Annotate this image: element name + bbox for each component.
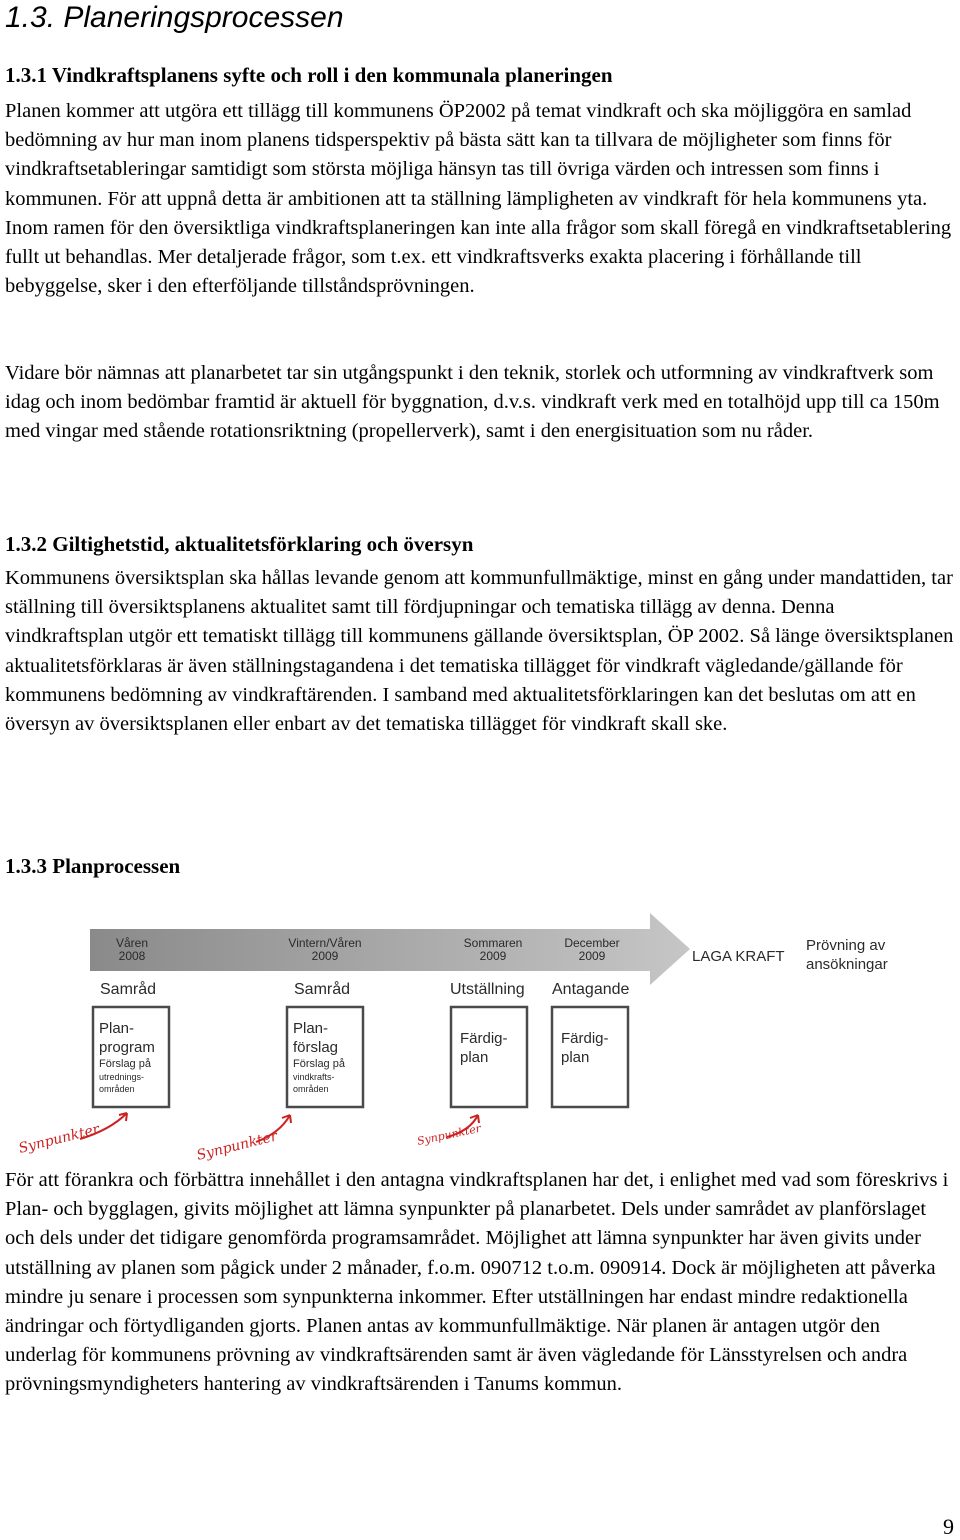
date-label: 2009 [311, 949, 339, 963]
date-label: 2009 [479, 949, 507, 963]
date-label: Vintern/Våren [288, 936, 362, 950]
planning-process-diagram [0, 905, 960, 1167]
provning-label: Prövning av [806, 937, 886, 954]
provning-label: ansökningar [806, 956, 888, 973]
box-title: plan [561, 1049, 590, 1066]
box-title: Färdig- [460, 1030, 508, 1047]
date-label: Sommaren [463, 936, 523, 950]
box-note: områden [293, 1084, 329, 1094]
section-heading-1-3-3: 1.3.3 Planprocessen [5, 854, 181, 878]
box-title: förslag [293, 1039, 339, 1056]
date-label: December [564, 936, 620, 950]
synpunkter-label: Synpunkter [17, 1121, 102, 1157]
box-title: Färdig- [561, 1030, 609, 1047]
paragraph-purpose: Planen kommer att utgöra ett tillägg till kommunens ÖP2002 på temat vindkraft och ska möjliggöra en samlad bedömning av hur man inom planens tidsperspektiv på bästa sätt kan ta tillvara de möjligheter som finns för vindkraftsetableringar samtidigt som största möjliga hänsyn tas till övriga värden och intressen som finns i kommunen. För att uppnå detta är ambitionen att ta ställning lämpligheten av vindkraft för hela kommunens yta. Inom ramen för den översiktliga vindkraftsplaneringen kan inte alla frågor som skall föregå en vindkraftsetablering fullt ut behandlas. Mer detaljerade frågor, som t.ex. ett vindkraftsverks exakta placering i förhållande till bebyggelse, sker i den efterföljande tillståndsprövningen. [5, 100, 952, 298]
page-number: 9 [943, 1514, 954, 1539]
paragraph-validity: Kommunens översiktsplan ska hållas levande genom att kommunfullmäktige, minst en gång under mandattiden, tar ställning till översiktsplanens aktualitet samt till fördjupningar och tematiska tillägg av denna. Denna vindkraftsplan utgör ett tematiskt tillägg till kommunens gällande översiktsplan, ÖP 2002. Så länge översiktsplanen aktualitetsförklaras är även ställningstagandena i det tematiska tillägget för vindkraft vägledande/gällande för kommunens bedömning av vindkraftärenden. I samband med aktualitetsförklaringen kan det beslutas om att en översyn av översiktsplanen eller enbart av det tematiska tillägget för vindkraft skall ske. [5, 567, 954, 736]
date-label: 2008 [118, 949, 146, 963]
box-title: program [99, 1039, 155, 1056]
synpunkter-label: Synpunkter [195, 1128, 280, 1164]
box-note: Förslag på [99, 1058, 151, 1070]
page-title: 1.3. Planeringsprocessen [5, 1, 344, 34]
box-note: utrednings- [99, 1072, 145, 1082]
box-title: Plan- [293, 1020, 329, 1037]
phase-label: Utställning [450, 981, 525, 998]
box-title: Plan- [99, 1020, 135, 1037]
phase-label: Antagande [552, 981, 630, 998]
box-note: Förslag på [293, 1058, 345, 1070]
box-note: områden [99, 1084, 135, 1094]
box-title: plan [460, 1049, 489, 1066]
phase-label: Samråd [294, 981, 351, 998]
paragraph-planprocess: För att förankra och förbättra innehållet i den antagna vindkraftsplanen har det, i enlighet med vad som föreskrivs i Plan- och bygglagen, givits möjlighet att lämna synpunkter på planarbetet. Dels under samrådet av planförslaget och dels under det tidigare genomförda programsamrådet. Möjlighet att lämna synpunkter har även givits under utställning av planen som pågick under 2 månader, f.o.m. 090712 t.o.m. 090914. Dock är möjligheten att påverka mindre ju senare i processen som synpunkterna inkommer. Efter utställningen har endast mindre redaktionella ändringar och förtydliganden gjorts. Planen antas av kommunfullmäktige. När planen är antagen utgör den underlag för kommunens prövning av vindkraftsärenden samt är även vägledande för Länsstyrelsen och andra prövningsmyndigheters hantering av vindkraftsärenden i Tanums kommun. [5, 1169, 949, 1396]
laga-kraft-label: LAGA KRAFT [692, 948, 785, 965]
box-note: vindkrafts- [293, 1072, 335, 1082]
paragraph-technology: Vidare bör nämnas att planarbetet tar sin utgångspunkt i den teknik, storlek och utformning av vindkraftverk som idag och inom bedömbar framtid är aktuell för byggnation, d.v.s. vindkraft verk med en totalhöjd upp till ca 150m med vingar med stående rotationsriktning (propellerverk), samt i den energisituation som nu råder. [5, 362, 940, 443]
phase-label: Samråd [100, 981, 157, 998]
section-heading-1-3-1: 1.3.1 Vindkraftsplanens syfte och roll i den kommunala planeringen [5, 63, 613, 87]
date-label: 2009 [578, 949, 606, 963]
date-label: Våren [115, 936, 149, 950]
section-heading-1-3-2: 1.3.2 Giltighetstid, aktualitetsförklaring och översyn [5, 532, 474, 556]
synpunkter-label: Synpunkter [415, 1121, 483, 1148]
